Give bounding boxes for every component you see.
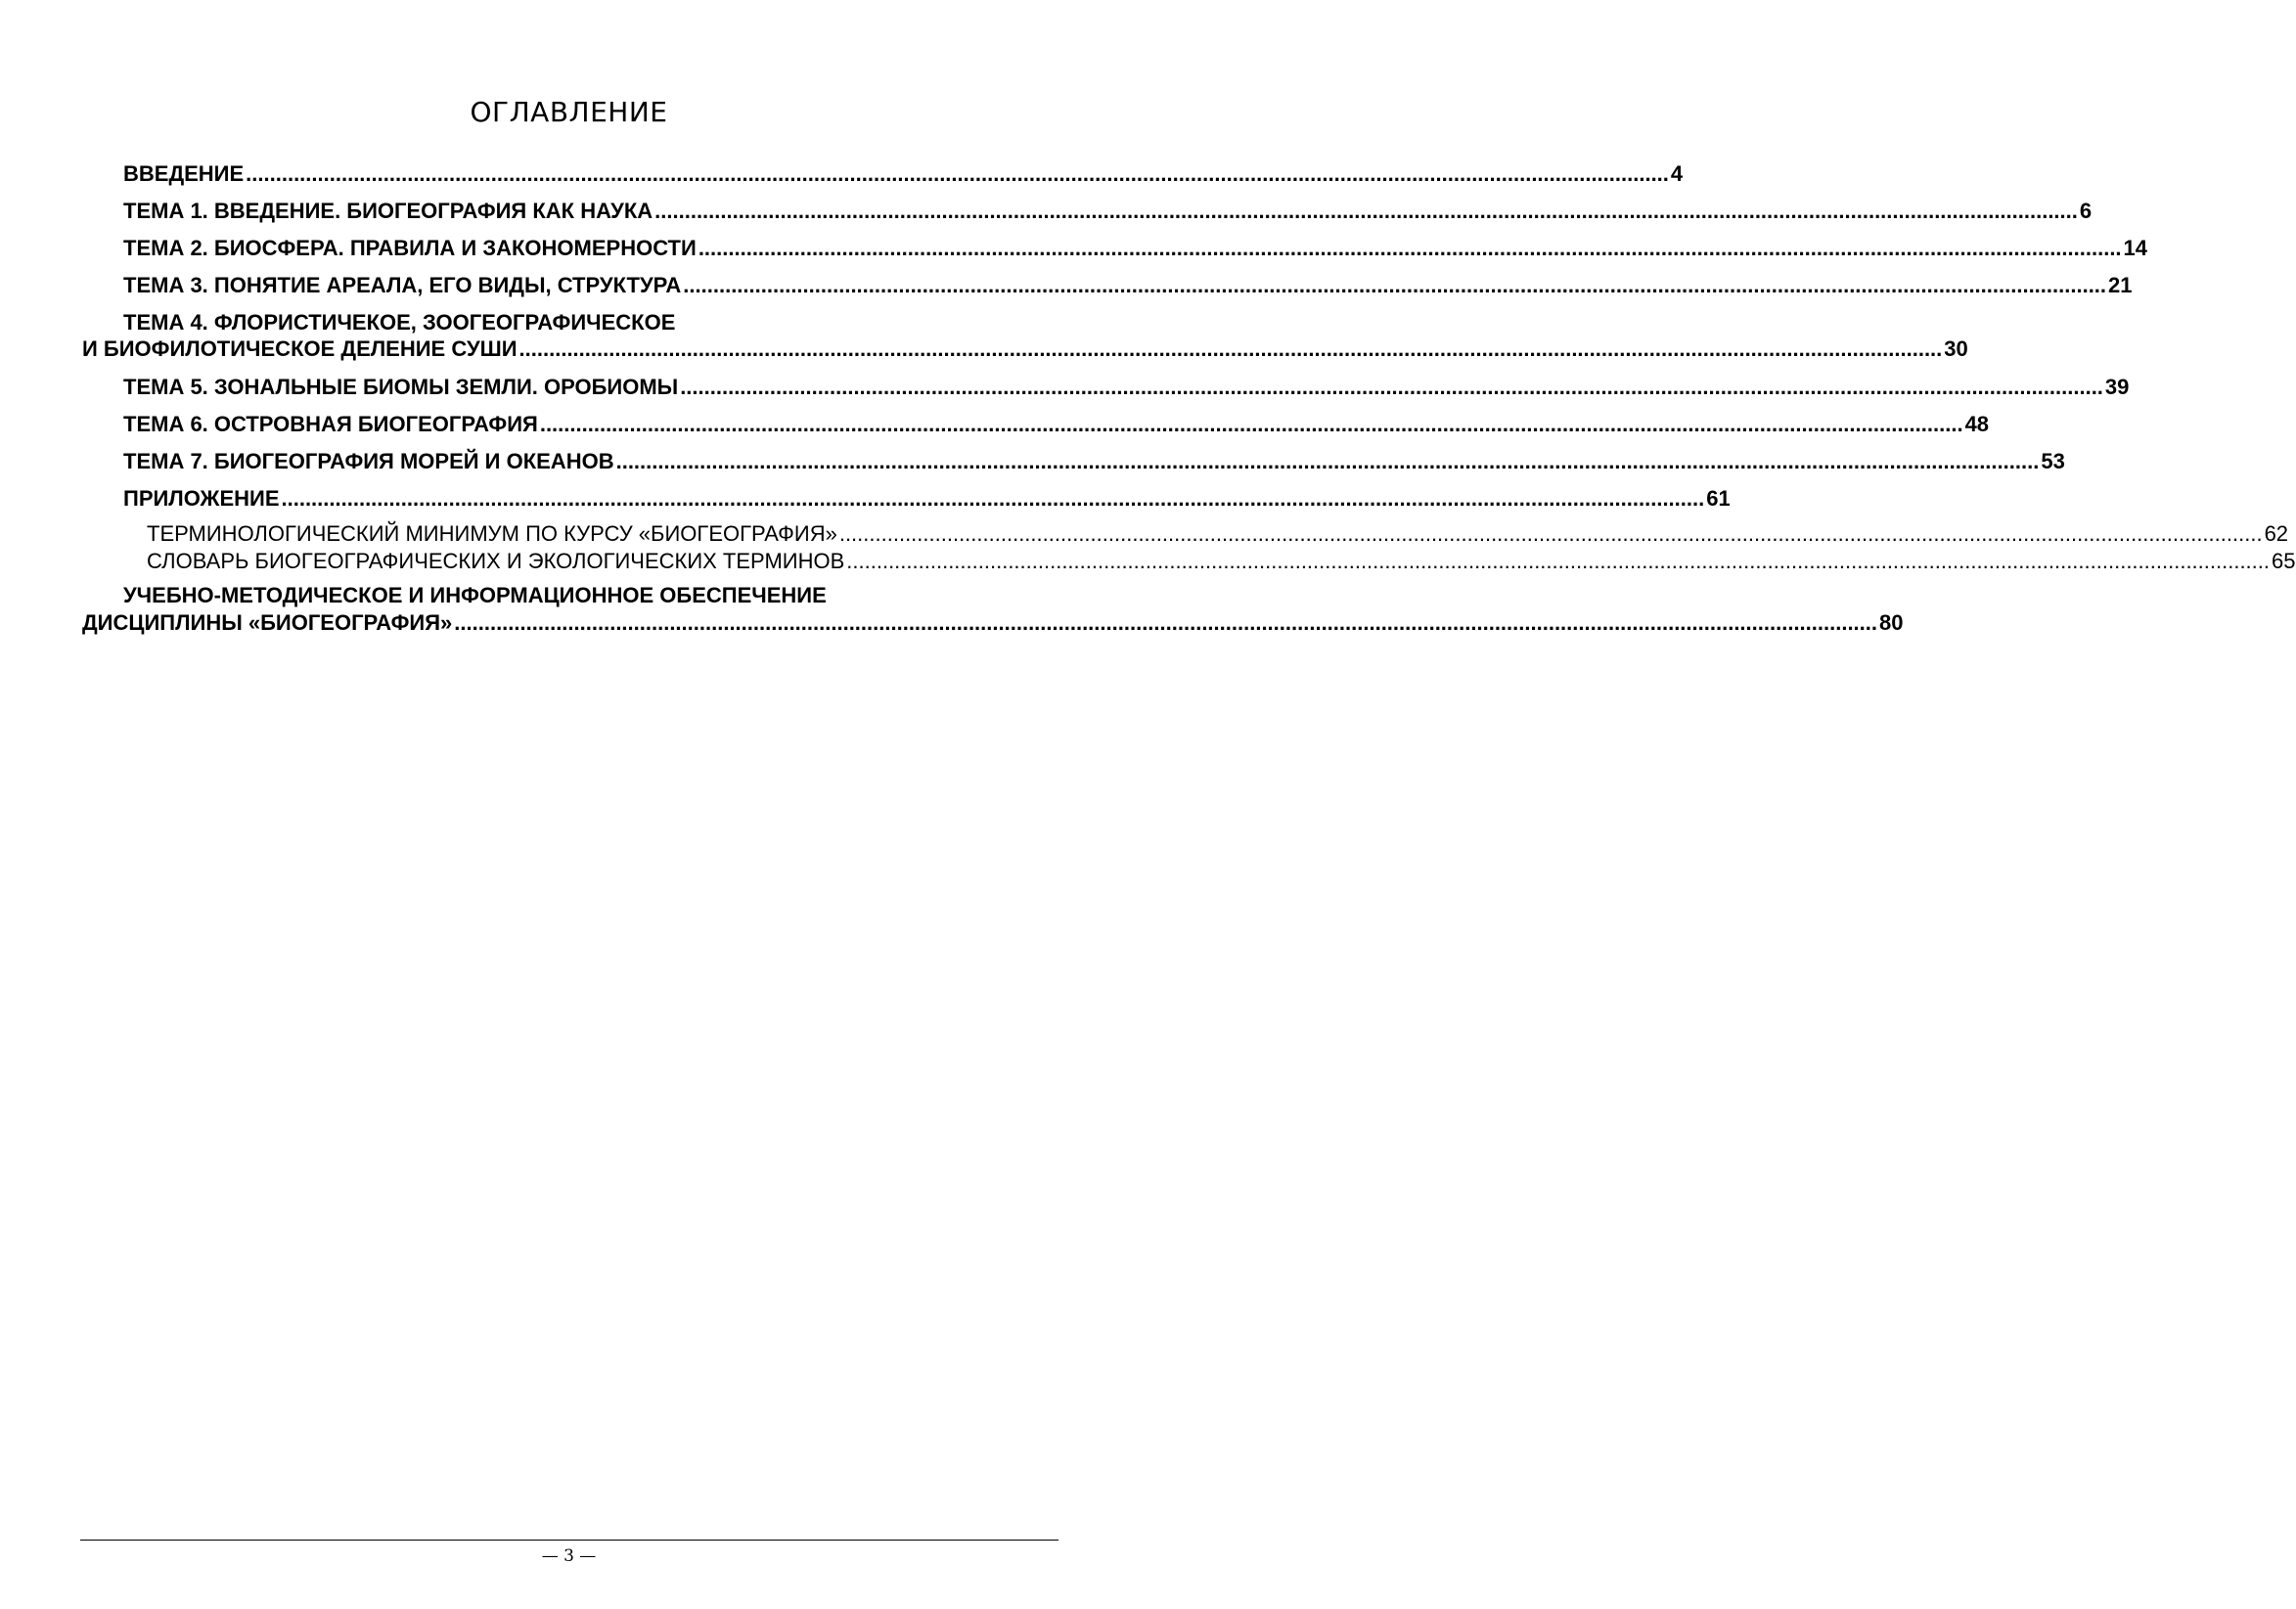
toc-leader-dots: .............................................................................................................................................................................................................................................. — [846, 549, 2271, 573]
toc-entry-label: И БИОФИЛОТИЧЕСКОЕ ДЕЛЕНИЕ СУШИ — [82, 336, 518, 361]
toc-entry-label: ТЕМА 3. ПОНЯТИЕ АРЕАЛА, ЕГО ВИДЫ, СТРУКТУРА — [123, 273, 682, 297]
toc-page-number: 53 — [2041, 449, 2065, 473]
toc-leader-dots: .............................................................................................................................................................................................................................................. — [454, 610, 1878, 635]
toc-entry-appendix[interactable] — [82, 484, 1731, 514]
toc-page-number: 30 — [1944, 336, 1968, 361]
toc-leader-dots: .............................................................................................................................................................................................................................................. — [654, 199, 2078, 223]
toc-leader-dots: .............................................................................................................................................................................................................................................. — [838, 521, 2263, 546]
toc-entry-label: ТЕМА 7. БИОГЕОГРАФИЯ МОРЕЙ И ОКЕАНОВ — [123, 449, 614, 473]
toc-entry-support[interactable] — [82, 608, 1904, 638]
toc-leader-dots: .............................................................................................................................................................................................................................................. — [518, 336, 1943, 361]
toc-leader-dots: .............................................................................................................................................................................................................................................. — [680, 375, 2103, 399]
toc-page-number: 48 — [1964, 412, 1990, 436]
toc-entry-support-line1[interactable]: УЧЕБНО-МЕТОДИЧЕСКОЕ И ИНФОРМАЦИОННОЕ ОБЕСПЕЧЕНИЕ — [123, 583, 827, 607]
toc-entry-topic-4[interactable] — [82, 335, 1968, 364]
toc-entry-label: ТЕМА 5. ЗОНАЛЬНЫЕ БИОМЫ ЗЕМЛИ. ОРОБИОМЫ — [123, 375, 679, 399]
page-title: ОГЛАВЛЕНИЕ — [470, 96, 668, 128]
page-number: — 3 — — [541, 1546, 597, 1566]
toc-entry-topic-6[interactable] — [82, 410, 1990, 439]
toc-subentry-terminology[interactable] — [82, 519, 2289, 549]
toc-entry-label: ДИСЦИПЛИНЫ «БИОГЕОГРАФИЯ» — [82, 610, 453, 635]
toc-page-number: 4 — [1670, 161, 1684, 186]
toc-entry-topic-5[interactable] — [82, 373, 2130, 402]
toc-entry-topic-4-line1[interactable]: ТЕМА 4. ФЛОРИСТИЧЕКОЕ, ЗООГЕОГРАФИЧЕСКОЕ — [123, 310, 676, 335]
toc-page-number: 21 — [2108, 273, 2133, 297]
toc-entry-topic-2[interactable] — [82, 234, 2148, 263]
toc-page-number: 6 — [2079, 199, 2093, 223]
toc-leader-dots: .............................................................................................................................................................................................................................................. — [281, 486, 1705, 511]
toc-leader-dots: .............................................................................................................................................................................................................................................. — [698, 236, 2122, 260]
toc-subentry-glossary[interactable] — [82, 547, 2296, 576]
toc-page-number: 65 — [2272, 549, 2296, 573]
toc-leader-dots: .............................................................................................................................................................................................................................................. — [683, 273, 2107, 297]
toc-entry-topic-3[interactable] — [82, 271, 2133, 300]
toc-entry-intro[interactable] — [82, 159, 1684, 189]
toc-page-number: 61 — [1706, 486, 1731, 511]
toc-page-number: 39 — [2104, 375, 2130, 399]
toc-entry-label: ВВЕДЕНИЕ — [123, 161, 245, 186]
toc-entry-label: ТЕМА 2. БИОСФЕРА. ПРАВИЛА И ЗАКОНОМЕРНОСТИ — [123, 236, 697, 260]
toc-leader-dots: .............................................................................................................................................................................................................................................. — [539, 412, 1963, 436]
toc-page-number: 14 — [2123, 236, 2148, 260]
toc-entry-topic-7[interactable] — [82, 447, 2065, 476]
toc-entry-label: ТЕМА 6. ОСТРОВНАЯ БИОГЕОГРАФИЯ — [123, 412, 538, 436]
toc-entry-label: СЛОВАРЬ БИОГЕОГРАФИЧЕСКИХ И ЭКОЛОГИЧЕСКИХ ТЕРМИНОВ — [147, 549, 845, 573]
toc-entry-label: ТЕРМИНОЛОГИЧЕСКИЙ МИНИМУМ ПО КУРСУ «БИОГЕОГРАФИЯ» — [147, 521, 837, 546]
footer-divider — [80, 1540, 1058, 1541]
toc-entry-topic-1[interactable] — [82, 197, 2093, 226]
toc-entry-label: ПРИЛОЖЕНИЕ — [123, 486, 280, 511]
toc-entry-label: ТЕМА 1. ВВЕДЕНИЕ. БИОГЕОГРАФИЯ КАК НАУКА — [123, 199, 653, 223]
toc-leader-dots: .............................................................................................................................................................................................................................................. — [615, 449, 2040, 473]
toc-leader-dots: .............................................................................................................................................................................................................................................. — [246, 161, 1669, 186]
toc-page-number: 62 — [2264, 521, 2289, 546]
toc-page-number: 80 — [1879, 610, 1904, 635]
